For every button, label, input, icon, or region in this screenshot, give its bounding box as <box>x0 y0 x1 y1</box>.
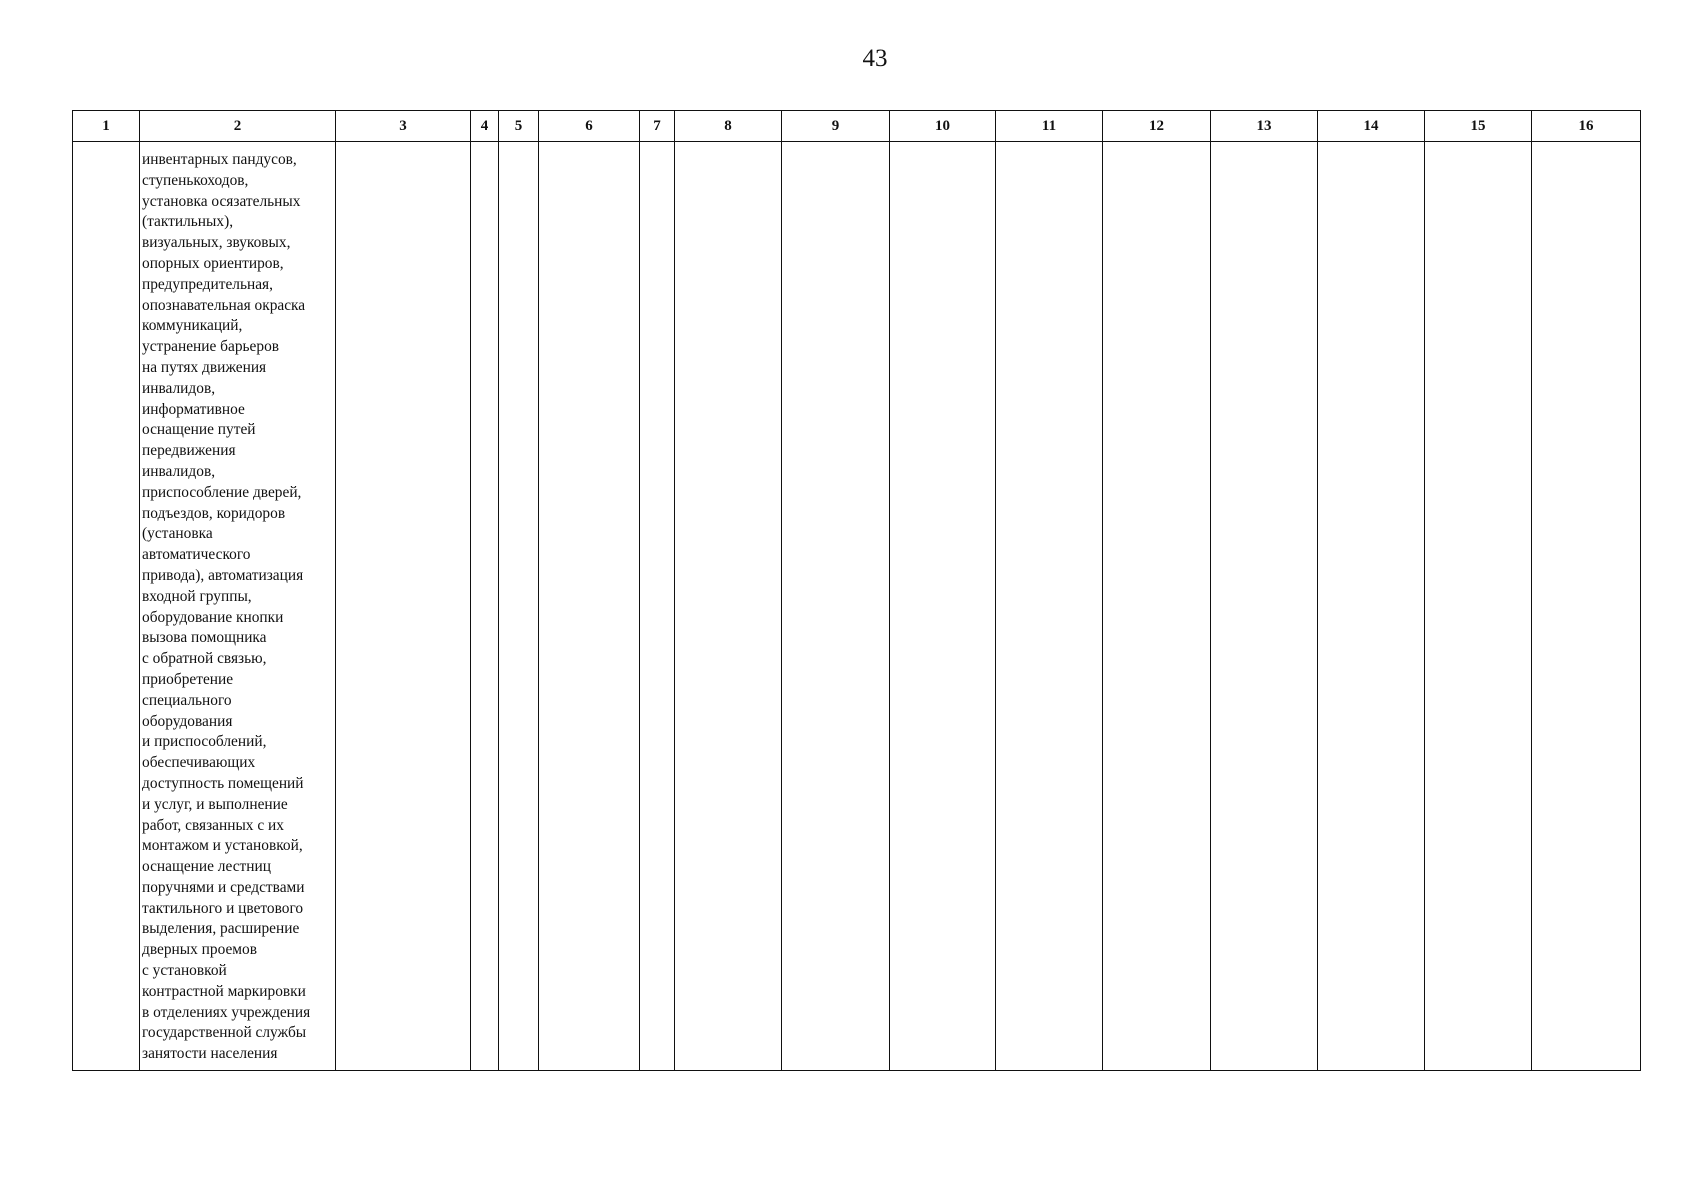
column-header-11: 11 <box>996 111 1103 142</box>
description-line: выделения, расширение <box>142 920 300 938</box>
description-line: с обратной связью, <box>142 650 267 668</box>
description-line: опознавательная окраска <box>142 296 306 314</box>
cell-col-16 <box>1532 142 1641 1071</box>
description-line: оснащение путей <box>142 421 256 439</box>
description-line: занятости населения <box>142 1045 278 1063</box>
column-header-5: 5 <box>499 111 539 142</box>
description-line: оснащение лестниц <box>142 858 271 876</box>
description-line: контрастной маркировки <box>142 982 306 1000</box>
cell-col-15 <box>1425 142 1532 1071</box>
description-line: коммуникаций, <box>142 317 243 335</box>
column-header-1: 1 <box>73 111 140 142</box>
description-line: дверных проемов <box>142 941 258 959</box>
cell-col-4 <box>471 142 499 1071</box>
table-row <box>73 142 1641 1071</box>
description-line: передвижения <box>142 442 236 460</box>
description-line: приспособление дверей, <box>142 483 302 501</box>
description-line: предупредительная, <box>142 275 273 293</box>
description-line: в отделениях учреждения <box>142 1003 311 1021</box>
column-header-16: 16 <box>1532 111 1641 142</box>
column-header-13: 13 <box>1211 111 1318 142</box>
cell-col-11 <box>996 142 1103 1071</box>
description-line: визуальных, звуковых, <box>142 234 291 252</box>
column-header-12: 12 <box>1103 111 1211 142</box>
description-line: тактильного и цветового <box>142 899 304 917</box>
column-header-15: 15 <box>1425 111 1532 142</box>
description-line: (установка <box>142 525 213 543</box>
column-header-9: 9 <box>782 111 890 142</box>
description-line: государственной службы <box>142 1024 307 1042</box>
activity-description <box>140 142 335 1065</box>
header-row <box>73 111 1641 142</box>
description-line: обеспечивающих <box>142 754 256 772</box>
description-line: подъездов, коридоров <box>142 504 286 522</box>
description-line: приобретение <box>142 670 234 688</box>
description-line: автоматического <box>142 546 251 564</box>
description-line: входной группы, <box>142 587 252 605</box>
column-header-7: 7 <box>640 111 675 142</box>
cell-col-8 <box>675 142 782 1071</box>
cell-col-14 <box>1318 142 1425 1071</box>
description-line: на путях движения <box>142 358 267 376</box>
description-line: инвалидов, <box>142 379 216 397</box>
cell-col-7 <box>640 142 675 1071</box>
description-line: оборудование кнопки <box>142 608 284 626</box>
description-line: устранение барьеров <box>142 338 280 356</box>
description-line: специального <box>142 691 232 709</box>
description-line: работ, связанных с их <box>142 816 284 834</box>
data-table <box>72 110 1641 1071</box>
column-header-2: 2 <box>140 111 336 142</box>
description-line: привода), автоматизация <box>142 566 304 584</box>
data-table-container <box>72 110 1640 1071</box>
description-line: информативное <box>142 400 245 418</box>
description-line: поручнями и средствами <box>142 878 305 896</box>
description-line: ступенькоходов, <box>142 171 249 189</box>
column-header-3: 3 <box>336 111 471 142</box>
column-header-8: 8 <box>675 111 782 142</box>
cell-col-5 <box>499 142 539 1071</box>
description-line: инвентарных пандусов, <box>142 151 297 168</box>
description-line: оборудования <box>142 712 233 730</box>
description-line: доступность помещений <box>142 774 304 792</box>
description-line: с установкой <box>142 962 227 980</box>
cell-col-1 <box>73 142 140 1071</box>
description-line: и приспособлений, <box>142 733 267 751</box>
description-line: (тактильных), <box>142 213 234 231</box>
cell-col-2 <box>140 142 336 1071</box>
cell-col-6 <box>539 142 640 1071</box>
cell-col-9 <box>782 142 890 1071</box>
cell-col-3 <box>336 142 471 1071</box>
description-line: монтажом и установкой, <box>142 837 303 855</box>
description-line: установка осязательных <box>142 192 301 210</box>
description-line: вызова помощника <box>142 629 267 647</box>
description-line: инвалидов, <box>142 462 216 480</box>
column-header-6: 6 <box>539 111 640 142</box>
page-number: 43 <box>862 45 888 72</box>
cell-col-10 <box>890 142 996 1071</box>
description-line: опорных ориентиров, <box>142 254 284 272</box>
cell-col-13 <box>1211 142 1318 1071</box>
description-line: и услуг, и выполнение <box>142 795 288 813</box>
column-header-4: 4 <box>471 111 499 142</box>
cell-col-12 <box>1103 142 1211 1071</box>
column-header-14: 14 <box>1318 111 1425 142</box>
column-header-10: 10 <box>890 111 996 142</box>
